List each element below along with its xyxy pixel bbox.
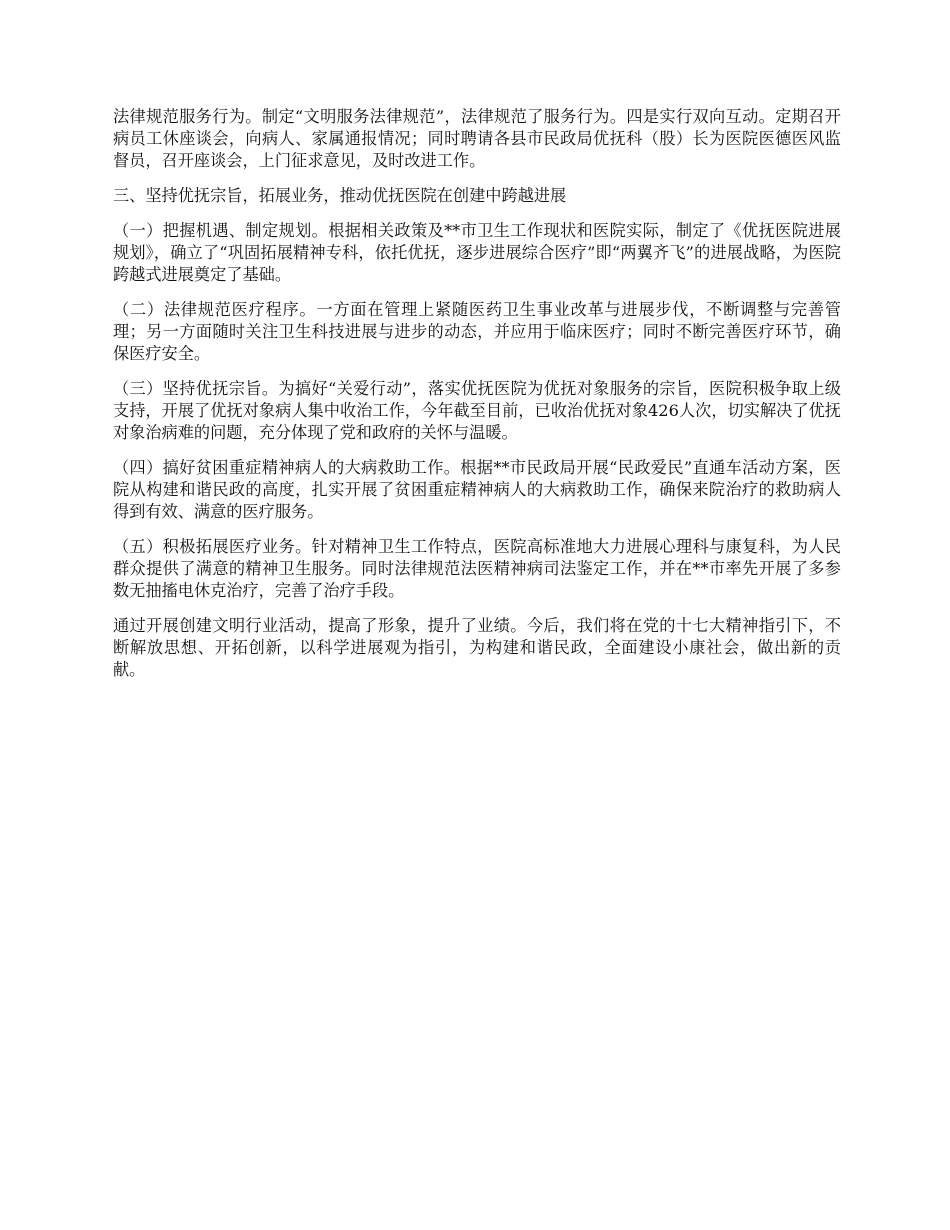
paragraph-4: （三）坚持优抚宗旨。为搞好“关爱行动”，落实优抚医院为优抚对象服务的宗旨，医院积极争取上级支持，开展了优抚对象病人集中收治工作，今年截至目前，已收治优抚对象426人次，切实解决了优抚对象治病难的问题，充分体现了党和政府的关怀与温暖。 [113,379,841,442]
paragraph-7: 通过开展创建文明行业活动，提高了形象，提升了业绩。今后，我们将在党的十七大精神指引下，不断解放思想、开拓创新，以科学进展观为指引，为构建和谐民政，全面建设小康社会，做出新的贡献。 [113,616,841,679]
paragraph-3: （二）法律规范医疗程序。一方面在管理上紧随医药卫生事业改革与进展步伐，不断调整与完善管理；另一方面随时关注卫生科技进展与进步的动态，并应用于临床医疗；同时不断完善医疗环节，确保医疗安全。 [113,300,841,363]
document-body [113,106,841,694]
paragraph-5: （四）搞好贫困重症精神病人的大病救助工作。根据**市民政局开展“民政爱民”直通车活动方案，医院从构建和谐民政的高度，扎实开展了贫困重症精神病人的大病救助工作，确保来院治疗的救助病人得到有效、满意的医疗服务。 [113,458,841,521]
paragraph-1: 法律规范服务行为。制定“文明服务法律规范”，法律规范了服务行为。四是实行双向互动。定期召开病员工休座谈会，向病人、家属通报情况；同时聘请各县市民政局优抚科（股）长为医院医德医风监督员，召开座谈会，上门征求意见，及时改进工作。 [113,107,841,170]
paragraph-6: （五）积极拓展医疗业务。针对精神卫生工作特点，医院高标准地大力进展心理科与康复科，为人民群众提供了满意的精神卫生服务。同时法律规范法医精神病司法鉴定工作，并在**市率先开展了多参数无抽搐电休克治疗，完善了治疗手段。 [113,537,841,600]
paragraph-2: （一）把握机遇、制定规划。根据相关政策及**市卫生工作现状和医院实际，制定了《优抚医院进展规划》，确立了“巩固拓展精神专科，依托优抚，逐步进展综合医疗”即“两翼齐飞”的进展战略，为医院跨越式进展奠定了基础。 [113,221,841,284]
section-heading-3: 三、坚持优抚宗旨，拓展业务，推动优抚医院在创建中跨越进展 [113,186,567,205]
